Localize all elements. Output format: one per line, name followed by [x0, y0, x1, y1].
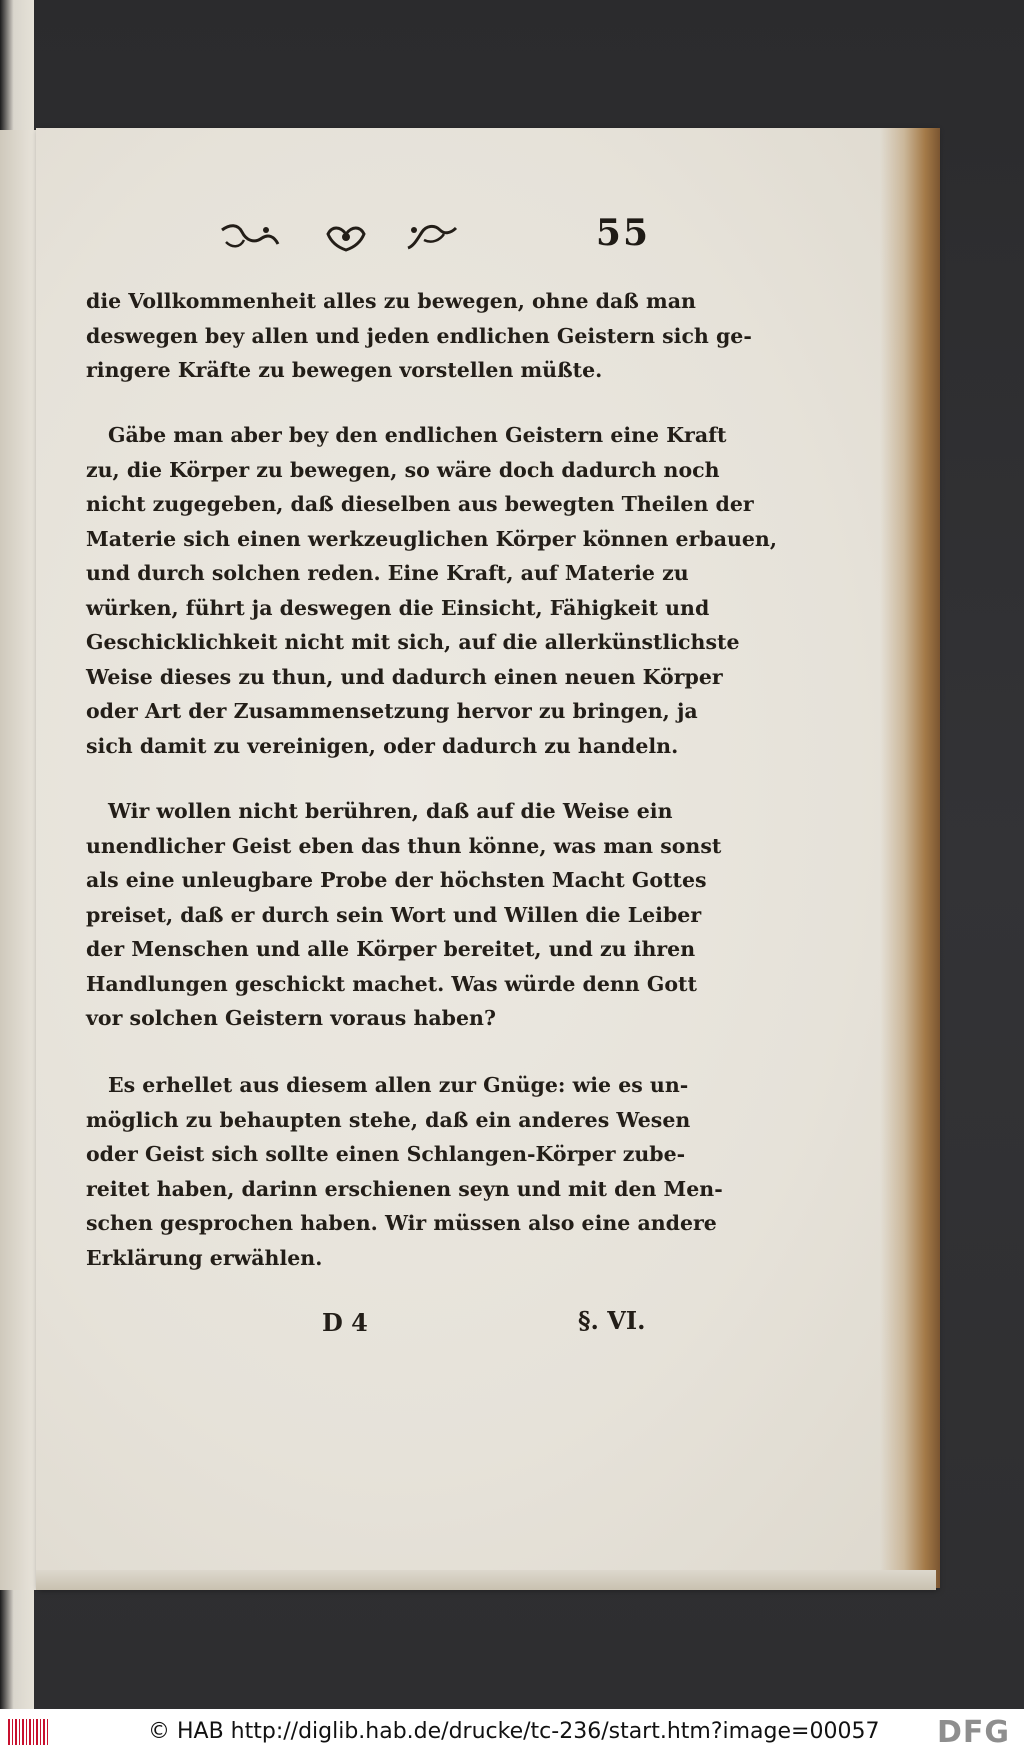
text-line: Weise dieses zu thun, und dadurch einen neuen Körper	[86, 664, 723, 689]
source-credit: © HAB http://diglib.hab.de/drucke/tc-236/start.htm?image=00057	[148, 1719, 880, 1744]
text-line: als eine unleugbare Probe der höchsten Macht Gottes	[86, 868, 707, 892]
viewer-footer-bar	[0, 1709, 1024, 1755]
barcode-icon	[8, 1719, 48, 1745]
flourish-right-icon	[404, 222, 460, 252]
text-line: vor solchen Geistern voraus haben?	[86, 1006, 496, 1030]
text-line: zu, die Körper zu bewegen, so wäre doch dadurch noch	[86, 457, 720, 482]
text-line: Geschicklichkeit nicht mit sich, auf die allerkünstlichste	[86, 630, 740, 654]
text-line: und durch solchen reden. Eine Kraft, auf Materie zu	[86, 561, 689, 585]
paragraph-2	[86, 418, 777, 763]
catchword: §. VI.	[578, 1306, 646, 1335]
text-line: nicht zugegeben, daß dieselben aus bewegten Theilen der	[86, 492, 754, 516]
signature-mark: D 4	[322, 1308, 368, 1337]
text-line: Materie sich einen werkzeuglichen Körper können erbauen,	[86, 526, 777, 551]
text-line: deswegen bey allen und jeden endlichen Geistern sich ge-	[86, 323, 752, 348]
page-number: 55	[595, 212, 650, 254]
text-line: würken, führt ja deswegen die Einsicht, Fähigkeit und	[86, 595, 710, 620]
paragraph-4	[86, 1068, 723, 1275]
text-line: preiset, daß er durch sein Wort und Willen die Leiber	[86, 902, 702, 927]
text-line: die Vollkommenheit alles zu bewegen, ohne daß man	[86, 289, 696, 313]
flourish-left-icon	[220, 222, 280, 252]
text-line: oder Art der Zusammensetzung hervor zu bringen, ja	[86, 699, 698, 723]
previous-page-edge	[0, 130, 37, 1590]
fleuron-center-icon	[324, 222, 368, 252]
text-line: Erklärung erwählen.	[86, 1245, 323, 1270]
page-header	[220, 212, 650, 268]
text-line: oder Geist sich sollte einen Schlangen-Körper zube-	[86, 1142, 686, 1166]
text-line: schen gesprochen haben. Wir müssen also eine andere	[86, 1211, 717, 1235]
text-line: sich damit zu vereinigen, oder dadurch zu handeln.	[86, 733, 679, 758]
text-line: der Menschen und alle Körper bereitet, und zu ihren	[86, 937, 696, 961]
text-line: möglich zu behaupten stehe, daß ein anderes Wesen	[86, 1107, 691, 1132]
text-line: ringere Kräfte zu bewegen vorstellen müßte.	[86, 358, 603, 382]
page-bottom-edge	[36, 1570, 936, 1590]
dfg-logo: DFG	[936, 1715, 1010, 1750]
paragraph-3	[86, 794, 722, 1036]
text-line: Es erhellet aus diesem allen zur Gnüge: wie es un-	[108, 1073, 689, 1097]
page-fore-edge	[880, 128, 940, 1588]
text-line: unendlicher Geist eben das thun könne, was man sonst	[86, 833, 722, 858]
text-line: Gäbe man aber bey den endlichen Geistern eine Kraft	[108, 423, 727, 447]
text-line: Handlungen geschickt machet. Was würde denn Gott	[86, 971, 697, 996]
text-line: Wir wollen nicht berühren, daß auf die Weise ein	[108, 799, 673, 823]
paragraph-1	[86, 284, 752, 388]
text-line: reitet haben, darinn erschienen seyn und mit den Men-	[86, 1176, 723, 1201]
